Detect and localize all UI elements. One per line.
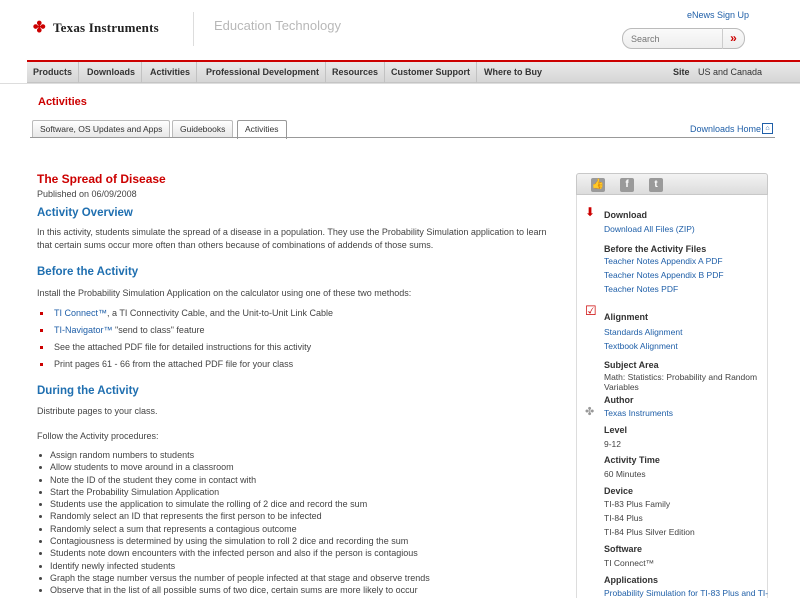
author-label: Author bbox=[604, 395, 634, 405]
list-item-text: Students note down encounters with the infected person and also if the person is contagious bbox=[50, 548, 418, 559]
ti-logo[interactable] bbox=[33, 19, 159, 37]
brand-name: Texas Instruments bbox=[53, 20, 159, 35]
list-item-text: "send to class" feature bbox=[112, 325, 205, 335]
subject-area-label: Subject Area bbox=[604, 360, 659, 370]
list-item bbox=[37, 498, 557, 510]
enews-signup-link[interactable]: eNews Sign Up bbox=[687, 10, 750, 20]
during-heading: During the Activity bbox=[37, 385, 139, 397]
activity-time-value: 60 Minutes bbox=[604, 469, 646, 479]
list-item-text: Print pages 61 - 66 from the attached PDF file for your class bbox=[54, 359, 294, 369]
bullet bbox=[40, 312, 43, 315]
bullet bbox=[39, 503, 42, 506]
list-item bbox=[37, 305, 557, 322]
list-item bbox=[37, 572, 557, 584]
author-link[interactable]: Texas Instruments bbox=[604, 408, 673, 418]
tab-guidebooks[interactable]: Guidebooks bbox=[172, 120, 233, 138]
nav-divider bbox=[0, 83, 800, 84]
device-label: Device bbox=[604, 486, 634, 496]
home-icon[interactable]: ⌂ bbox=[762, 123, 773, 134]
nav-item-resources[interactable]: Resources bbox=[326, 62, 385, 83]
ti-connect-link[interactable]: TI Connect™ bbox=[54, 308, 108, 318]
author-icon: ✤ bbox=[585, 406, 595, 418]
bullet bbox=[39, 528, 42, 531]
tab-underline bbox=[30, 137, 775, 138]
list-item bbox=[37, 339, 557, 356]
nav-item-products[interactable]: Products bbox=[27, 62, 79, 83]
during-text: Distribute pages to your class. bbox=[37, 406, 158, 416]
list-item bbox=[37, 510, 557, 522]
tab-software-os-updates[interactable]: Software, OS Updates and Apps bbox=[32, 120, 170, 138]
before-text: Install the Probability Simulation Application on the calculator using one of these two methods: bbox=[37, 288, 412, 298]
download-all-link[interactable]: Download All Files (ZIP) bbox=[604, 224, 695, 234]
before-list bbox=[37, 305, 557, 373]
procedure-list bbox=[37, 449, 557, 597]
nav-item-where-to-buy[interactable]: Where to Buy bbox=[484, 67, 543, 77]
bullet bbox=[40, 346, 43, 349]
bullet bbox=[39, 565, 42, 568]
section-title: Activities bbox=[38, 96, 87, 108]
nav-item-downloads[interactable]: Downloads bbox=[81, 62, 142, 83]
list-item-text: Observe that in the list of all possible sums of two dice, certain sums are more likely to occur bbox=[50, 585, 418, 596]
ti-navigator-link[interactable]: TI-Navigator™ bbox=[54, 325, 113, 335]
bullet bbox=[39, 466, 42, 469]
search-box bbox=[622, 28, 745, 49]
nav-item-activities[interactable]: Activities bbox=[144, 62, 197, 83]
bullet bbox=[39, 577, 42, 580]
bullet bbox=[40, 329, 43, 332]
list-item-text: Contagiousness is determined by using the simulation to roll 2 dice and recording the sum bbox=[50, 536, 409, 547]
like-icon[interactable]: 👍 bbox=[591, 179, 605, 190]
device-value: TI-84 Plus bbox=[604, 513, 643, 523]
site-label: Site bbox=[673, 67, 690, 77]
list-item-text: , a TI Connectivity Cable, and the Unit-to-Unit Link Cable bbox=[107, 308, 333, 318]
level-value: 9-12 bbox=[604, 439, 622, 449]
activity-title: The Spread of Disease bbox=[37, 172, 166, 186]
list-item bbox=[37, 584, 557, 596]
site-header bbox=[0, 0, 800, 60]
list-item-text: Students use the application to simulate the rolling of 2 dice and record the sum bbox=[50, 499, 368, 510]
level-label: Level bbox=[604, 425, 628, 435]
published-date: Published on 06/09/2008 bbox=[37, 189, 137, 199]
search-input[interactable] bbox=[631, 32, 721, 45]
application-link[interactable]: Probability Simulation for TI-83 Plus and TI- bbox=[604, 588, 769, 598]
bullet bbox=[39, 454, 42, 457]
teacher-notes-b-link[interactable]: Teacher Notes Appendix B PDF bbox=[604, 270, 724, 280]
subject-area-value: Math: Statistics: Probability and Random Variables bbox=[604, 372, 758, 392]
list-item-text: Assign random numbers to students bbox=[50, 450, 195, 460]
device-value: TI-84 Plus Silver Edition bbox=[604, 527, 695, 537]
list-item bbox=[37, 356, 557, 373]
list-item-text: Graph the stage number versus the number of people infected at that stage and observe trends bbox=[50, 572, 430, 583]
facebook-icon[interactable]: f bbox=[620, 178, 634, 192]
bullet bbox=[39, 552, 42, 555]
main-nav bbox=[27, 60, 800, 83]
list-item-text: Allow students to move around in a classroom bbox=[50, 462, 234, 473]
device-value: TI-83 Plus Family bbox=[604, 499, 671, 509]
list-item bbox=[37, 523, 557, 535]
sidebar-panel bbox=[576, 195, 768, 598]
checkmark-icon: ☑ bbox=[585, 303, 597, 318]
teacher-notes-a-link[interactable]: Teacher Notes Appendix A PDF bbox=[604, 256, 723, 266]
download-icon: ⬇ bbox=[585, 205, 596, 219]
standards-alignment-link[interactable]: Standards Alignment bbox=[604, 327, 683, 337]
list-item bbox=[37, 322, 557, 339]
bullet bbox=[39, 491, 42, 494]
before-files-label: Before the Activity Files bbox=[604, 244, 707, 254]
search-go-button[interactable]: » bbox=[722, 28, 744, 49]
bullet bbox=[39, 479, 42, 482]
twitter-icon[interactable]: t bbox=[649, 178, 663, 192]
download-label: Download bbox=[604, 210, 647, 220]
list-item-text: Identify newly infected students bbox=[50, 560, 176, 571]
alignment-label: Alignment bbox=[604, 312, 648, 322]
bullet bbox=[39, 589, 42, 592]
list-item bbox=[37, 535, 557, 547]
overview-text: In this activity, students simulate the spread of a disease in a population. They use the Probability Simulation application to learn that certain sums occur more often than others because of combinations of addends of those sums. bbox=[37, 227, 547, 250]
list-item bbox=[37, 474, 557, 486]
bullet bbox=[39, 540, 42, 543]
list-item-text: Note the ID of the student they come in contact with bbox=[50, 474, 257, 485]
site-region-selector[interactable]: US and Canada bbox=[698, 67, 763, 77]
nav-item-customer-support[interactable]: Customer Support bbox=[385, 62, 477, 83]
list-item bbox=[37, 449, 557, 461]
before-heading: Before the Activity bbox=[37, 266, 139, 278]
list-item bbox=[37, 486, 557, 498]
list-item-text: Randomly select a sum that represents a contagious outcome bbox=[50, 523, 297, 534]
nav-item-professional-development[interactable]: Professional Development bbox=[200, 62, 326, 83]
bullet bbox=[39, 515, 42, 518]
social-bar bbox=[576, 173, 768, 195]
tab-activities[interactable]: Activities bbox=[237, 120, 287, 139]
applications-label: Applications bbox=[604, 575, 659, 585]
activity-time-label: Activity Time bbox=[604, 455, 660, 465]
activity-sidebar bbox=[576, 173, 768, 598]
ti-state-logo-icon: ✤ bbox=[33, 19, 46, 36]
list-item-text: Randomly select an ID that represents the first person to be infected bbox=[50, 511, 322, 522]
list-item bbox=[37, 560, 557, 572]
software-value: TI Connect™ bbox=[604, 558, 655, 568]
follow-text: Follow the Activity procedures: bbox=[37, 431, 159, 441]
bullet bbox=[40, 363, 43, 366]
teacher-notes-link[interactable]: Teacher Notes PDF bbox=[604, 284, 679, 294]
textbook-alignment-link[interactable]: Textbook Alignment bbox=[604, 341, 678, 351]
overview-heading: Activity Overview bbox=[37, 207, 133, 219]
header-subtitle: Education Technology bbox=[214, 18, 341, 33]
list-item-text: Start the Probability Simulation Application bbox=[50, 486, 220, 497]
list-item-text: See the attached PDF file for detailed instructions for this activity bbox=[54, 342, 312, 352]
software-label: Software bbox=[604, 544, 643, 554]
list-item bbox=[37, 461, 557, 473]
header-divider bbox=[193, 12, 194, 46]
downloads-home-link[interactable]: Downloads Home bbox=[690, 124, 762, 134]
list-item bbox=[37, 547, 557, 559]
